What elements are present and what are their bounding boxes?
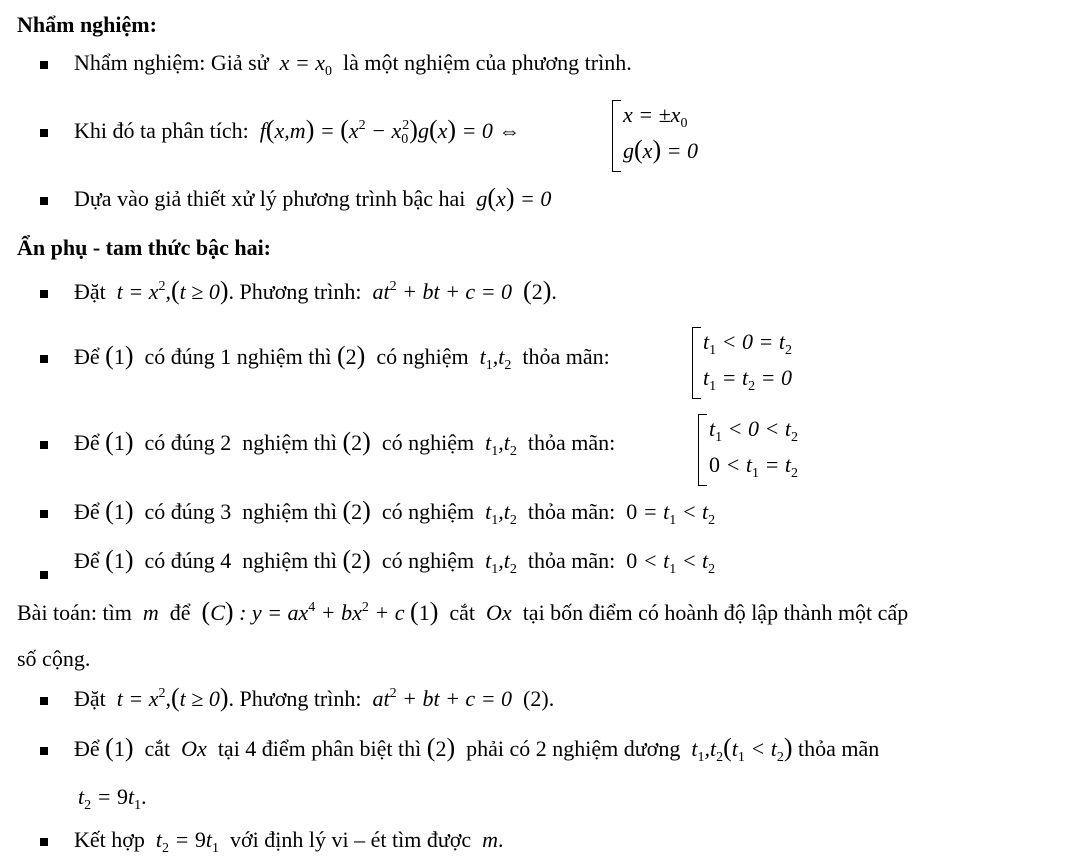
bullet-problem-2: Để (1) cắt Ox tại 4 điểm phân biệt thì (2) phải có 2 nghiệm dương $t_1,t_2(t_1 < t_2)$ thỏa mãn [74,733,880,765]
bullet-icon [40,747,48,755]
bullet-trial-root-2: Khi đó ta phân tích: $f(x,m) = (x^2 - x_0^2)g(x) = 0$ ⇔ [74,115,521,147]
bullet-condition-1: Để (1) có đúng 1 nghiệm thì (2) có nghiệm $t_1,t_2$ thỏa mãn: [74,341,610,373]
bullet-trial-root-1: Nhẩm nghiệm: Giả sử $x = x_0$ là một nghiệm của phương trình. [74,50,632,79]
system-bracket-condition-2: $t_1 < 0 < t_2$ $0 < t_1 = t_2$ [698,414,819,486]
bullet-icon [40,441,48,449]
bullet-icon [40,355,48,363]
bullet-icon [40,129,48,137]
bullet-substitution-1: Đặt $t = x^2,(t \ge 0)$. Phương trình: $at^2$ + bt + c = 0 (2). [74,276,557,305]
bullet-problem-1: Đặt $t = x^2,(t \ge 0)$. Phương trình: $at^2$ + bt + c = 0 (2). [74,683,555,712]
system-bracket-trial-root: $x = \pm x_0$ g(x) = 0 [612,100,733,172]
bullet-icon [40,510,48,518]
bullet-icon [40,197,48,205]
condition-t2-9t1: $t_2 = 9t_1$. [78,784,147,813]
bullet-icon [40,61,48,69]
bullet-condition-4: Để (1) có đúng 4 nghiệm thì (2) có nghiệm $t_1,t_2$ thỏa mãn: $0 < t_1 < t_2$ [74,545,716,577]
problem-statement-line2: số cộng. [17,646,91,671]
bullet-condition-2: Để (1) có đúng 2 nghiệm thì (2) có nghiệm $t_1,t_2$ thỏa mãn: [74,427,616,459]
bullet-icon [40,290,48,298]
section-title-substitution: Ẩn phụ - tam thức bậc hai: [17,235,272,260]
bullet-problem-3: Kết hợp $t_2 = 9t_1$ với định lý vi – ét tìm được m. [74,827,504,856]
problem-statement: Bài toán: tìm m để (C) : $y = ax^4 + bx^2 + c$ (1) cắt Ox tại bốn điểm có hoành độ lập thành một cấp [17,597,909,626]
bullet-icon [40,838,48,846]
bullet-icon [40,697,48,705]
bullet-icon [40,571,48,579]
section-title-trial-root: Nhẩm nghiệm: [17,12,157,37]
system-bracket-condition-1: $t_1 < 0 = t_2$ $t_1 = t_2 = 0$ [692,327,813,399]
bullet-condition-3: Để (1) có đúng 3 nghiệm thì (2) có nghiệm $t_1,t_2$ thỏa mãn: $0 = t_1 < t_2$ [74,496,716,528]
bullet-trial-root-3: Dựa vào giả thiết xử lý phương trình bậc hai g(x) = 0 [74,183,552,212]
